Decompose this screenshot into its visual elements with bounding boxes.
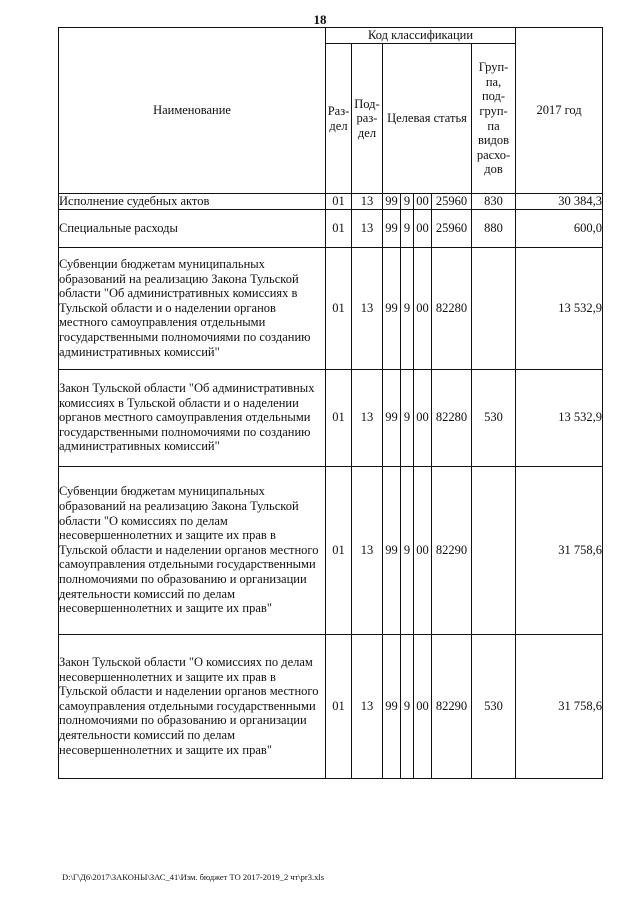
row-razdel: 01 xyxy=(326,466,352,634)
row-group: 530 xyxy=(472,634,516,778)
row-cs1: 99 xyxy=(383,209,401,247)
row-razdel: 01 xyxy=(326,634,352,778)
row-cs1: 99 xyxy=(383,369,401,466)
table-row xyxy=(59,247,603,369)
row-cs3: 00 xyxy=(414,369,432,466)
header-year: 2017 год xyxy=(516,28,603,194)
row-cs3: 00 xyxy=(414,209,432,247)
row-group: 530 xyxy=(472,369,516,466)
row-cs3: 00 xyxy=(414,634,432,778)
row-cs4: 82280 xyxy=(432,369,472,466)
row-group xyxy=(472,466,516,634)
row-cs1: 99 xyxy=(383,466,401,634)
row-name: Специальные расходы xyxy=(59,209,326,247)
page-number: 18 xyxy=(313,12,327,27)
row-cs1: 99 xyxy=(383,247,401,369)
header-section: Раз- дел xyxy=(326,44,352,194)
row-cs1: 99 xyxy=(383,634,401,778)
header-group: Груп- па, под- груп- па видов расхо- дов xyxy=(472,44,516,194)
row-razdel: 01 xyxy=(326,247,352,369)
row-podrazdel: 13 xyxy=(352,209,383,247)
header-target: Целевая статья xyxy=(383,44,472,194)
row-podrazdel: 13 xyxy=(352,369,383,466)
row-cs3: 00 xyxy=(414,466,432,634)
row-cs2: 9 xyxy=(401,247,414,369)
row-name: Субвенции бюджетам муниципальных образований на реализацию Закона Тульской области "О комиссиях по делам несовершеннолетних и защите их прав в Тульской области и наделении органов местного самоуправления отдельными государственными полномочиями по образованию и организации деятельности комиссий по делам несовершеннолетних и защите их прав" xyxy=(59,466,326,634)
row-cs1: 99 xyxy=(383,194,401,210)
row-group: 880 xyxy=(472,209,516,247)
row-amount: 13 532,9 xyxy=(516,369,603,466)
table-row xyxy=(59,209,603,247)
row-amount: 31 758,6 xyxy=(516,466,603,634)
row-cs2: 9 xyxy=(401,369,414,466)
row-cs3: 00 xyxy=(414,194,432,210)
table-row xyxy=(59,466,603,634)
row-cs2: 9 xyxy=(401,634,414,778)
row-group: 830 xyxy=(472,194,516,210)
row-name: Закон Тульской области "Об административных комиссиях в Тульской области и о наделении органов местного самоуправления отдельными государственными полномочиями по созданию административных комиссий" xyxy=(59,369,326,466)
budget-table xyxy=(58,27,603,779)
table-row xyxy=(59,634,603,778)
row-razdel: 01 xyxy=(326,209,352,247)
row-podrazdel: 13 xyxy=(352,466,383,634)
row-podrazdel: 13 xyxy=(352,634,383,778)
row-cs4: 82290 xyxy=(432,466,472,634)
row-razdel: 01 xyxy=(326,194,352,210)
row-podrazdel: 13 xyxy=(352,247,383,369)
row-cs2: 9 xyxy=(401,466,414,634)
row-amount: 600,0 xyxy=(516,209,603,247)
row-amount: 13 532,9 xyxy=(516,247,603,369)
row-podrazdel: 13 xyxy=(352,194,383,210)
header-name: Наименование xyxy=(59,28,326,194)
row-amount: 31 758,6 xyxy=(516,634,603,778)
row-cs4: 82280 xyxy=(432,247,472,369)
row-group xyxy=(472,247,516,369)
row-cs3: 00 xyxy=(414,247,432,369)
footer-file-path: D:\Г\Д6\2017\ЗАКОНЫ\ЗАС_41\Изм. бюджет ТО 2017-2019_2 чт\pr3.xls xyxy=(62,872,325,882)
table-row xyxy=(59,194,603,210)
header-code: Код классификации xyxy=(326,28,516,44)
row-amount: 30 384,3 xyxy=(516,194,603,210)
row-name: Закон Тульской области "О комиссиях по делам несовершеннолетних и защите их прав в Тульской области и наделении органов местного самоуправления отдельными государственными полномочиями по образованию и организации деятельности комиссий по делам несовершеннолетних и защите их прав" xyxy=(59,634,326,778)
row-cs2: 9 xyxy=(401,209,414,247)
row-cs4: 82290 xyxy=(432,634,472,778)
table-row xyxy=(59,369,603,466)
row-razdel: 01 xyxy=(326,369,352,466)
row-cs2: 9 xyxy=(401,194,414,210)
row-cs4: 25960 xyxy=(432,209,472,247)
header-subsection: Под- раз- дел xyxy=(352,44,383,194)
row-name: Субвенции бюджетам муниципальных образований на реализацию Закона Тульской области "Об административных комиссиях в Тульской области и о наделении органов местного самоуправления отдельными государственными полномочиями по созданию административных комиссий" xyxy=(59,247,326,369)
row-name: Исполнение судебных актов xyxy=(59,194,326,210)
row-cs4: 25960 xyxy=(432,194,472,210)
